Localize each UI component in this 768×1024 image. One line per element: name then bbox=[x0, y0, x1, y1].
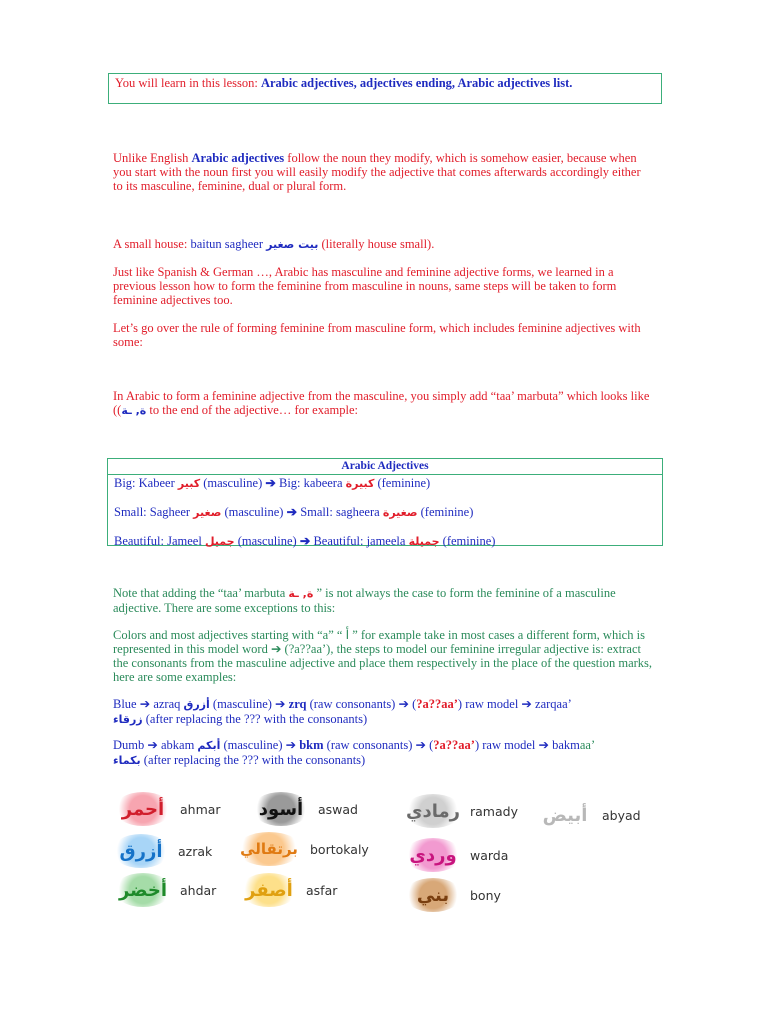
small-house-example bbox=[113, 237, 653, 252]
ex2-f: ) raw model ➔ bakm bbox=[474, 738, 580, 752]
ex1-model: ?a??aa’ bbox=[416, 697, 458, 711]
ex2-b: (masculine) ➔ bbox=[220, 738, 300, 752]
lesson-summary-box bbox=[108, 73, 662, 104]
exception-note bbox=[113, 586, 653, 615]
abyad-label: abyad bbox=[602, 807, 641, 823]
intro-paragraph bbox=[113, 151, 653, 193]
ex2-consonants: bkm bbox=[299, 738, 324, 752]
fem-tag: (feminine) bbox=[377, 476, 431, 490]
intro-text-a: Unlike English bbox=[113, 151, 192, 165]
colors-rule-paragraph: Colors and most adjectives starting with “a” “ أ ” for example take in most cases a different form, which is represented in this model word ➔ (?a??aa’), the steps to model our feminine irregular adjective is: extract the consonants from the masculine adjective and place them respectively in the place of the question marks, here are some examples: bbox=[113, 628, 653, 684]
abyad-swatch bbox=[536, 798, 594, 832]
ex1-consonants: zrq bbox=[288, 697, 307, 711]
aswad-label: aswad bbox=[318, 801, 358, 817]
table-row bbox=[108, 476, 662, 491]
masc-tag: (masculine) bbox=[237, 534, 297, 548]
ahdar-label: ahdar bbox=[180, 882, 217, 898]
warda-swatch bbox=[404, 838, 462, 872]
color-ahmar bbox=[114, 792, 221, 826]
masc-tag: (masculine) bbox=[224, 505, 284, 519]
note-text-a: Note that adding the “taa’ marbuta bbox=[113, 586, 289, 600]
ramady-label: ramady bbox=[470, 803, 518, 819]
ex2-a: Dumb ➔ abkam bbox=[113, 738, 198, 752]
ex1-arabic-result: زرقاء bbox=[113, 713, 143, 726]
color-ramady bbox=[404, 794, 518, 828]
masc-label: Small: Sagheer bbox=[114, 505, 191, 519]
ex2-d: (raw consonants) ➔ ( bbox=[323, 738, 434, 752]
color-bony bbox=[404, 878, 501, 912]
lesson-prefix: You will learn in this lesson: bbox=[115, 76, 258, 90]
color-azrak bbox=[112, 834, 212, 868]
ex1-a: Blue ➔ azraq bbox=[113, 697, 184, 711]
house-arabic: بيت صغير bbox=[266, 238, 319, 251]
ramady-swatch bbox=[404, 794, 462, 828]
ex1-d: (raw consonants) ➔ ( bbox=[306, 697, 417, 711]
ex2-model: ?a??aa’ bbox=[433, 738, 475, 752]
masc-label: Big: Kabeer bbox=[114, 476, 175, 490]
asfar-arabic: أصفر bbox=[245, 879, 293, 901]
table-row bbox=[108, 534, 662, 549]
house-translit: baitun sagheer bbox=[190, 237, 263, 251]
fem-arabic: كبيرة bbox=[345, 477, 375, 490]
abyad-arabic: أبيض bbox=[542, 804, 588, 826]
table-row bbox=[108, 505, 662, 520]
warda-arabic: وردي bbox=[409, 844, 457, 866]
table-title: Arabic Adjectives bbox=[108, 459, 662, 475]
ahdar-swatch bbox=[114, 873, 172, 907]
arrow-icon: ➔ bbox=[286, 505, 298, 519]
color-abyad bbox=[536, 798, 641, 832]
masc-tag: (masculine) bbox=[203, 476, 263, 490]
fem-arabic: صغيرة bbox=[382, 506, 418, 519]
bony-swatch bbox=[404, 878, 462, 912]
taa-text-a: In Arabic to form a feminine adjective from the masculine, you simply add “taa’ marbuta” which looks like (( bbox=[113, 389, 650, 417]
note-arabic: ة, ـة bbox=[288, 587, 314, 600]
example-blue bbox=[113, 697, 653, 727]
taa-arabic: ة, ـة bbox=[121, 404, 147, 417]
house-label: A small house: bbox=[113, 237, 191, 251]
aswad-swatch bbox=[252, 792, 310, 826]
arrow-icon: ➔ bbox=[299, 534, 311, 548]
masc-arabic: جميل bbox=[204, 535, 235, 548]
ramady-arabic: رمادي bbox=[406, 800, 460, 822]
ex2-arabic: أبكم bbox=[197, 739, 221, 752]
azrak-swatch bbox=[112, 834, 170, 868]
intro-text-c: follow the noun they modify, which is somehow easier, because when you start with the noun first you will easily modify the adjective that comes afterwards accordingly either to its masculine, feminine, dual or plural form. bbox=[113, 151, 641, 193]
intro-keyword: Arabic adjectives bbox=[191, 151, 285, 165]
ahmar-arabic: أحمر bbox=[121, 798, 165, 820]
color-aswad bbox=[252, 792, 358, 826]
fem-tag: (feminine) bbox=[420, 505, 474, 519]
lesson-topics: Arabic adjectives, adjectives ending, Arabic adjectives list. bbox=[260, 76, 573, 90]
asfar-label: asfar bbox=[306, 882, 338, 898]
fem-tag: (feminine) bbox=[442, 534, 496, 548]
ex1-f: ) raw model ➔ zarqaa’ bbox=[457, 697, 572, 711]
ahdar-arabic: أخضر bbox=[118, 879, 168, 901]
fem-arabic: جميلة bbox=[408, 535, 440, 548]
color-asfar bbox=[240, 873, 337, 907]
color-ahdar bbox=[114, 873, 216, 907]
house-literal: (literally house small). bbox=[318, 237, 435, 251]
spanish-german-paragraph: Just like Spanish & German …, Arabic has masculine and feminine adjective forms, we learned in a previous lesson how to form the feminine from masculine in nouns, same steps will be taken to form feminine adjectives too. bbox=[113, 265, 617, 307]
ahmar-label: ahmar bbox=[180, 801, 221, 817]
ex1-b: (masculine) ➔ bbox=[209, 697, 289, 711]
warda-label: warda bbox=[470, 847, 509, 863]
azrak-label: azrak bbox=[178, 843, 213, 859]
aswad-arabic: أسود bbox=[258, 798, 304, 820]
fem-label: Small: sagheera bbox=[300, 505, 380, 519]
bortokaly-label: bortokaly bbox=[310, 841, 369, 857]
ex2-arabic-result: بكماء bbox=[113, 754, 141, 767]
arrow-icon: ➔ bbox=[265, 476, 276, 490]
masc-label: Beautiful: Jameel bbox=[114, 534, 202, 548]
arabic-adjectives-table bbox=[107, 458, 663, 546]
note-text-b: ” is not always the case to form the feminine of a masculine adjective. There are some exceptions to this: bbox=[113, 586, 616, 615]
bony-label: bony bbox=[470, 887, 501, 903]
bony-arabic: بني bbox=[416, 884, 450, 906]
ex1-g: (after replacing the ??? with the consonants) bbox=[142, 712, 368, 726]
taa-text-b: to the end of the adjective… for example: bbox=[146, 403, 358, 417]
fem-label: Big: kabeera bbox=[278, 476, 343, 490]
fem-label: Beautiful: jameela bbox=[313, 534, 406, 548]
taa-marbuta-paragraph bbox=[113, 389, 653, 418]
bortokaly-arabic: برتقالي bbox=[240, 840, 298, 858]
azrak-arabic: أزرق bbox=[119, 840, 163, 862]
masc-arabic: صغير bbox=[193, 506, 222, 519]
asfar-swatch bbox=[240, 873, 298, 907]
color-warda bbox=[404, 838, 508, 872]
ahmar-swatch bbox=[114, 792, 172, 826]
masc-arabic: كبير bbox=[177, 477, 201, 490]
ex1-arabic: أزرق bbox=[183, 698, 210, 711]
ex2-f2: aa’ bbox=[579, 738, 596, 752]
ex2-g: (after replacing the ??? with the consonants) bbox=[140, 753, 366, 767]
color-bortokaly bbox=[236, 832, 369, 866]
rule-paragraph: Let’s go over the rule of forming feminine from masculine form, which includes feminine adjectives with some: bbox=[113, 321, 641, 349]
example-dumb bbox=[113, 738, 653, 768]
bortokaly-swatch bbox=[236, 832, 302, 866]
